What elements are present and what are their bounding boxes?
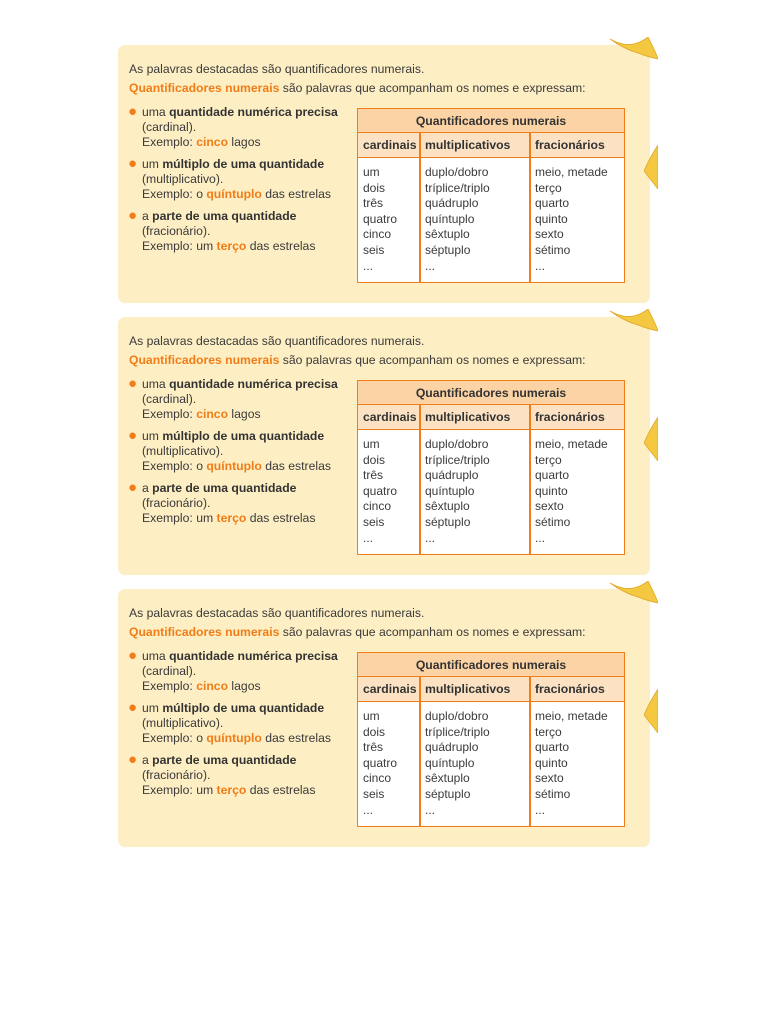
table-cell: duplo/dobro xyxy=(425,437,489,451)
bullet-type: (fracionário). xyxy=(142,224,211,238)
table-cell: seis xyxy=(363,786,385,801)
table-cell: quatro xyxy=(363,483,398,498)
star-decoration-icon xyxy=(644,145,658,189)
bullet-bold-text: parte de uma quantidade xyxy=(152,753,297,767)
table-column xyxy=(420,709,490,818)
example-suffix: lagos xyxy=(228,679,261,693)
bullet-prefix: uma xyxy=(142,105,170,119)
example-suffix: das estrelas xyxy=(246,239,316,253)
bullet-type: (cardinal). xyxy=(142,664,197,678)
definition-text xyxy=(129,625,586,639)
table-cell: um xyxy=(363,709,380,723)
table-cell: quarto xyxy=(535,740,570,755)
header-fracionarios: fracionários xyxy=(535,682,605,696)
table-cell: três xyxy=(363,468,384,483)
bullet-bold-text: múltiplo de uma quantidade xyxy=(162,157,325,171)
example-prefix: Exemplo: o xyxy=(142,459,207,473)
table-cell: ... xyxy=(425,802,436,817)
table-cell: cinco xyxy=(363,771,392,786)
intro-text: As palavras destacadas são quantificadores numerais. xyxy=(129,334,425,348)
table-cell: um xyxy=(363,437,380,451)
table-cell: dois xyxy=(363,452,386,467)
table-cell: séptuplo xyxy=(425,242,471,257)
bullet-prefix: a xyxy=(142,753,153,767)
example-prefix: Exemplo: um xyxy=(142,239,217,253)
table-cell: sétimo xyxy=(535,514,571,529)
table-cell: séptuplo xyxy=(425,514,471,529)
example-highlight: terço xyxy=(216,783,247,797)
table-cell: tríplice/triplo xyxy=(425,180,490,195)
table-cell: quádruplo xyxy=(425,196,479,211)
table-cell: sexto xyxy=(535,227,564,242)
table-column xyxy=(420,165,490,274)
table-column xyxy=(358,709,397,818)
table-cell: quádruplo xyxy=(425,468,479,483)
bullet-bold-text: múltiplo de uma quantidade xyxy=(162,701,325,715)
quantifiers-table xyxy=(357,108,625,283)
table-cell: séptuplo xyxy=(425,786,471,801)
bullet-prefix: uma xyxy=(142,377,170,391)
table-cell: terço xyxy=(535,180,562,195)
example-suffix: lagos xyxy=(228,407,261,421)
info-card xyxy=(118,45,650,303)
table-cell: meio, metade xyxy=(535,165,608,179)
table-cell: tríplice/triplo xyxy=(425,724,490,739)
definition-rest: são palavras que acompanham os nomes e expressam: xyxy=(279,625,586,639)
table-header-row xyxy=(358,405,624,430)
example-highlight: terço xyxy=(216,239,247,253)
example-highlight: quíntuplo xyxy=(206,731,262,745)
example-prefix: Exemplo: xyxy=(142,407,197,421)
table-cell: terço xyxy=(535,724,562,739)
table-cell: ... xyxy=(425,530,436,545)
star-decoration-icon xyxy=(608,581,658,611)
bullet-type: (multiplicativo). xyxy=(142,716,224,730)
bullet-prefix: a xyxy=(142,481,153,495)
table-cell: terço xyxy=(535,452,562,467)
table-cell: ... xyxy=(535,258,546,273)
table-cell: sêxtuplo xyxy=(425,499,470,514)
table-cell: sétimo xyxy=(535,786,571,801)
table-cell: seis xyxy=(363,514,385,529)
example-suffix: das estrelas xyxy=(261,187,331,201)
quantifiers-table xyxy=(357,652,625,827)
table-cell: seis xyxy=(363,242,385,257)
bullet-dot-icon: ● xyxy=(128,375,138,392)
header-cardinais: cardinais xyxy=(363,138,417,152)
table-title: Quantificadores numerais xyxy=(358,653,624,677)
table-cell: ... xyxy=(535,530,546,545)
table-cell: quádruplo xyxy=(425,740,479,755)
table-cell: quatro xyxy=(363,211,398,226)
table-cell: quíntuplo xyxy=(425,211,475,226)
table-cell: três xyxy=(363,740,384,755)
example-prefix: Exemplo: o xyxy=(142,187,207,201)
table-cell: ... xyxy=(363,258,374,273)
bullet-bold-text: múltiplo de uma quantidade xyxy=(162,429,325,443)
table-cell: quíntuplo xyxy=(425,755,475,770)
table-cell: quarto xyxy=(535,468,570,483)
definition-text xyxy=(129,81,586,95)
table-cell: cinco xyxy=(363,227,392,242)
example-prefix: Exemplo: xyxy=(142,135,197,149)
table-cell: sêxtuplo xyxy=(425,227,470,242)
definition-highlight: Quantificadores numerais xyxy=(129,81,280,95)
table-title: Quantificadores numerais xyxy=(358,109,624,133)
bullet-dot-icon: ● xyxy=(128,103,138,120)
table-cell: quinto xyxy=(535,211,568,226)
example-highlight: terço xyxy=(216,511,247,525)
table-header-row xyxy=(358,133,624,158)
example-suffix: das estrelas xyxy=(261,731,331,745)
example-highlight: cinco xyxy=(196,679,229,693)
bullet-type: (cardinal). xyxy=(142,120,197,134)
info-card xyxy=(118,589,650,847)
table-cell: sétimo xyxy=(535,242,571,257)
table-cell: um xyxy=(363,165,380,179)
example-highlight: cinco xyxy=(196,135,229,149)
bullet-prefix: a xyxy=(142,209,153,223)
header-fracionarios: fracionários xyxy=(535,138,605,152)
header-multiplicativos: multiplicativos xyxy=(425,138,511,152)
table-column xyxy=(420,437,490,546)
definition-text xyxy=(129,353,586,367)
bullet-bold-text: parte de uma quantidade xyxy=(152,481,297,495)
bullet-bold-text: quantidade numérica precisa xyxy=(169,649,338,663)
bullet-type: (cardinal). xyxy=(142,392,197,406)
header-cardinais: cardinais xyxy=(363,410,417,424)
star-decoration-icon xyxy=(608,37,658,67)
definition-highlight: Quantificadores numerais xyxy=(129,353,280,367)
bullet-dot-icon: ● xyxy=(128,207,138,224)
table-cell: meio, metade xyxy=(535,437,608,451)
table-cell: duplo/dobro xyxy=(425,165,489,179)
bullet-dot-icon: ● xyxy=(128,647,138,664)
quantifiers-table xyxy=(357,380,625,555)
example-prefix: Exemplo: xyxy=(142,679,197,693)
table-cell: quinto xyxy=(535,755,568,770)
table-cell: sexto xyxy=(535,771,564,786)
bullet-bold-text: quantidade numérica precisa xyxy=(169,377,338,391)
example-suffix: das estrelas xyxy=(261,459,331,473)
header-multiplicativos: multiplicativos xyxy=(425,682,511,696)
example-suffix: lagos xyxy=(228,135,261,149)
example-prefix: Exemplo: um xyxy=(142,511,217,525)
table-cell: cinco xyxy=(363,499,392,514)
table-column xyxy=(530,437,608,546)
star-decoration-icon xyxy=(644,689,658,733)
bullet-bold-text: quantidade numérica precisa xyxy=(169,105,338,119)
example-prefix: Exemplo: o xyxy=(142,731,207,745)
table-cell: ... xyxy=(363,530,374,545)
bullet-type: (multiplicativo). xyxy=(142,172,224,186)
header-fracionarios: fracionários xyxy=(535,410,605,424)
table-column xyxy=(358,165,397,274)
table-cell: quarto xyxy=(535,196,570,211)
bullet-type: (fracionário). xyxy=(142,768,211,782)
bullet-prefix: uma xyxy=(142,649,170,663)
header-cardinais: cardinais xyxy=(363,682,417,696)
definition-rest: são palavras que acompanham os nomes e expressam: xyxy=(279,353,586,367)
example-prefix: Exemplo: um xyxy=(142,783,217,797)
table-header-row xyxy=(358,677,624,702)
star-decoration-icon xyxy=(644,417,658,461)
table-cell: ... xyxy=(535,802,546,817)
table-cell: dois xyxy=(363,724,386,739)
table-cell: ... xyxy=(363,802,374,817)
bullet-bold-text: parte de uma quantidade xyxy=(152,209,297,223)
example-suffix: das estrelas xyxy=(246,783,316,797)
bullet-prefix: um xyxy=(142,429,163,443)
table-column xyxy=(358,437,397,546)
table-cell: meio, metade xyxy=(535,709,608,723)
example-highlight: quíntuplo xyxy=(206,187,262,201)
table-cell: quíntuplo xyxy=(425,483,475,498)
example-suffix: das estrelas xyxy=(246,511,316,525)
definition-rest: são palavras que acompanham os nomes e expressam: xyxy=(279,81,586,95)
bullet-type: (fracionário). xyxy=(142,496,211,510)
table-cell: duplo/dobro xyxy=(425,709,489,723)
table-cell: sêxtuplo xyxy=(425,771,470,786)
bullet-prefix: um xyxy=(142,701,163,715)
table-column xyxy=(530,709,608,818)
table-cell: tríplice/triplo xyxy=(425,452,490,467)
example-highlight: cinco xyxy=(196,407,229,421)
bullet-type: (multiplicativo). xyxy=(142,444,224,458)
table-title: Quantificadores numerais xyxy=(358,381,624,405)
table-cell: quatro xyxy=(363,755,398,770)
intro-text: As palavras destacadas são quantificadores numerais. xyxy=(129,606,425,620)
example-highlight: quíntuplo xyxy=(206,459,262,473)
table-cell: ... xyxy=(425,258,436,273)
bullet-dot-icon: ● xyxy=(128,427,138,444)
bullet-dot-icon: ● xyxy=(128,699,138,716)
bullet-prefix: um xyxy=(142,157,163,171)
table-column xyxy=(530,165,608,274)
definition-highlight: Quantificadores numerais xyxy=(129,625,280,639)
table-cell: sexto xyxy=(535,499,564,514)
header-multiplicativos: multiplicativos xyxy=(425,410,511,424)
bullet-dot-icon: ● xyxy=(128,751,138,768)
table-cell: quinto xyxy=(535,483,568,498)
bullet-dot-icon: ● xyxy=(128,155,138,172)
table-cell: dois xyxy=(363,180,386,195)
star-decoration-icon xyxy=(608,309,658,339)
bullet-dot-icon: ● xyxy=(128,479,138,496)
intro-text: As palavras destacadas são quantificadores numerais. xyxy=(129,62,425,76)
info-card xyxy=(118,317,650,575)
table-cell: três xyxy=(363,196,384,211)
